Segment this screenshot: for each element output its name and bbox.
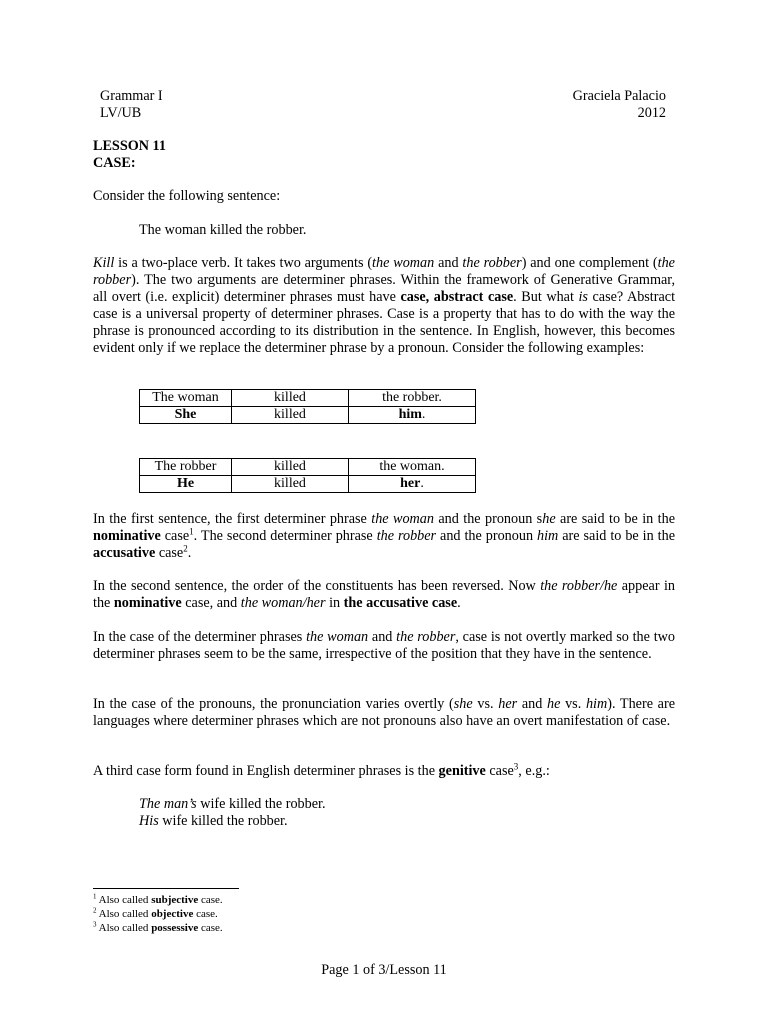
header-left (100, 88, 163, 122)
table-cell: The robber (140, 459, 232, 476)
footnote-ref: 1 (189, 526, 194, 537)
genitive-example-1: The man’s wife killed the robber. (139, 796, 326, 812)
table-cell: killed (232, 459, 349, 476)
year: 2012 (637, 105, 666, 121)
table-cell: the woman. (349, 459, 476, 476)
footnote-ref: 2 (183, 543, 188, 554)
lesson-topic: CASE: (93, 155, 136, 171)
intro-text: Consider the following sentence: (93, 188, 281, 204)
example-table-2 (139, 458, 476, 493)
author-name: Graciela Palacio (572, 88, 666, 104)
institution: LV/UB (100, 105, 142, 121)
table-row (140, 476, 476, 493)
paragraph-first-sentence: In the first sentence, the first determiner phrase the woman and the pronoun she are said to be in the nominative case$^1$. The second determiner phrase the robber and the pronoun him are said to be in the accusative case$^2$. (93, 511, 676, 561)
footnote: $^1$ Also called subjective case. (93, 892, 223, 906)
footnote-ref: 3 (513, 761, 519, 772)
lesson-number: LESSON 11 (93, 138, 166, 154)
table-cell: He (140, 476, 232, 493)
table-row (140, 459, 476, 476)
table-cell: killed (232, 407, 349, 424)
table-cell: her. (349, 476, 476, 493)
paragraph-second-sentence: In the second sentence, the order of the constituents has been reversed. Now the robber/he appear in the nominative case, and the woman/her in the accusative case. (93, 578, 675, 611)
table-cell: She (140, 407, 232, 424)
table-cell: killed (232, 476, 349, 493)
lesson-heading (93, 138, 166, 172)
header-right (573, 88, 666, 122)
paragraph-pronouns: In the case of the pronouns, the pronunciation varies overtly (she vs. her and he vs. him). There are languages where determiner phrases which are not pronouns also have an overt manifestation of case. (93, 696, 675, 729)
example-sentence: The woman killed the robber. (139, 222, 307, 238)
paragraph-genitive: A third case form found in English determiner phrases is the genitive case$^3$, e.g.: (93, 761, 550, 779)
table-cell: killed (232, 390, 349, 407)
paragraph-determiner-phrases: In the case of the determiner phrases the woman and the robber, case is not overtly marked so the two determiner phrases seem to be the same, irrespective of the position that they have in the sentence. (93, 629, 675, 662)
page-footer: Page 1 of 3/Lesson 11 (321, 962, 447, 978)
course-name: Grammar I (100, 88, 163, 104)
paragraph-kill: Kill is a two-place verb. It takes two arguments (the woman and the robber) and one complement (the robber). The two arguments are determiner phrases. Within the framework of Generative Grammar, all overt (i.e. explicit) determiner phrases must have case, abstract case. But what is case? Abstract case is a universal property of determiner phrases. Case is a property that has to do with the way the phrase is pronounced according to its distribution in the sentence. In English, however, this becomes evident only if we replace the determiner phrase by a pronoun. Consider the following examples: (93, 255, 676, 356)
genitive-example-2: His wife killed the robber. (139, 813, 288, 829)
table-cell: him. (349, 407, 476, 424)
footnote-divider (93, 888, 239, 889)
footnote: $^3$ Also called possessive case. (93, 920, 223, 934)
table-row (140, 390, 476, 407)
table-cell: the robber. (349, 390, 476, 407)
footnote: $^2$ Also called objective case. (93, 906, 218, 920)
table-row (140, 407, 476, 424)
example-table-1 (139, 389, 476, 424)
table-cell: The woman (140, 390, 232, 407)
